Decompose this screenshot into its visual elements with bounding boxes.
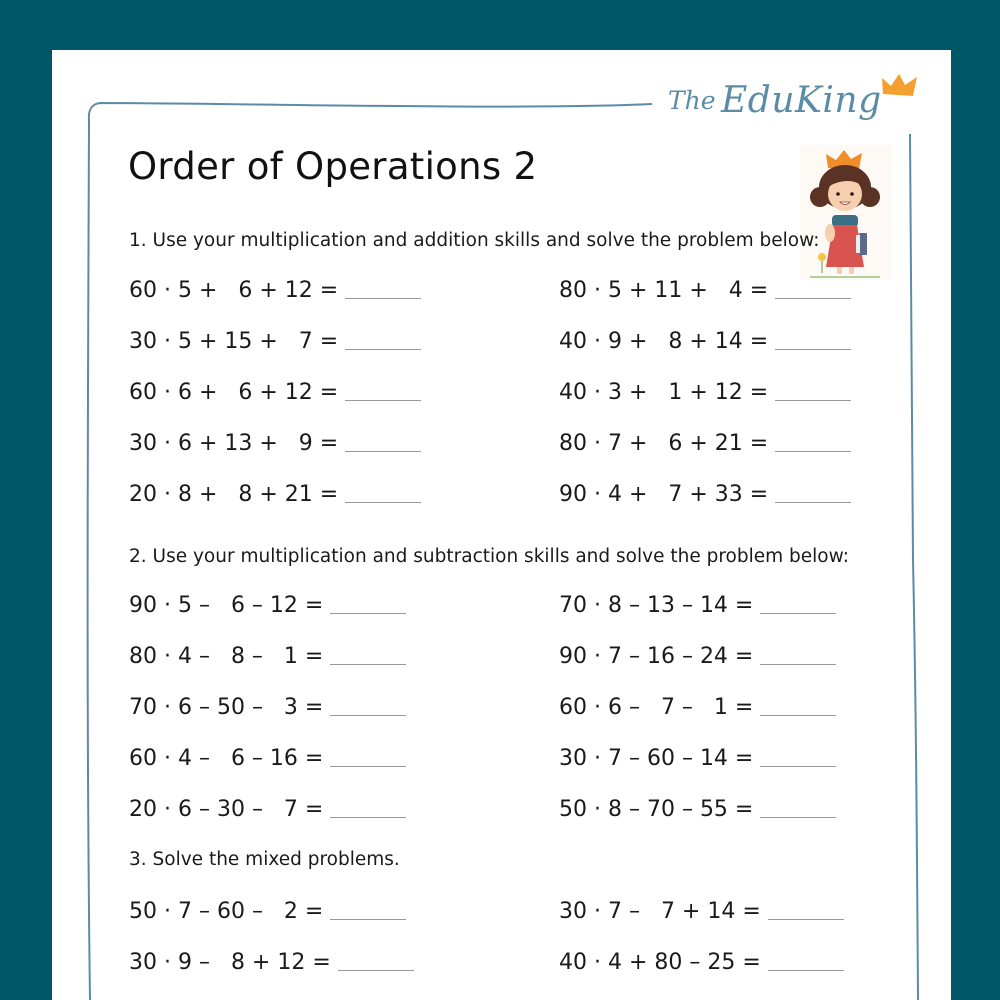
answer-blank[interactable] <box>330 816 406 818</box>
problem-2-right-3: 60 · 6 – 7 – 1 = <box>559 695 836 720</box>
answer-blank[interactable] <box>345 501 421 503</box>
logo-prefix: The <box>668 86 716 115</box>
girl-with-crown-icon <box>800 145 892 280</box>
problem-1-right-4: 80 · 7 + 6 + 21 = <box>559 431 851 456</box>
answer-blank[interactable] <box>330 612 406 614</box>
answer-blank[interactable] <box>330 765 406 767</box>
problem-1-left-4: 30 · 6 + 13 + 9 = <box>129 431 421 456</box>
section-2-instruction: 2. Use your multiplication and subtraction skills and solve the problem below: <box>129 546 849 567</box>
answer-blank[interactable] <box>330 714 406 716</box>
problem-2-left-4: 60 · 4 – 6 – 16 = <box>129 746 406 771</box>
eduking-logo <box>668 78 928 138</box>
answer-blank[interactable] <box>775 501 851 503</box>
girl-illustration <box>800 145 892 280</box>
problem-1-left-1: 60 · 5 + 6 + 12 = <box>129 278 421 303</box>
problem-3-right-2: 40 · 4 + 80 – 25 = <box>559 950 844 975</box>
problem-2-right-4: 30 · 7 – 60 – 14 = <box>559 746 836 771</box>
crown-icon <box>880 72 920 102</box>
answer-blank[interactable] <box>775 297 851 299</box>
problem-2-right-1: 70 · 8 – 13 – 14 = <box>559 593 836 618</box>
answer-blank[interactable] <box>768 969 844 971</box>
page-title: Order of Operations 2 <box>128 145 538 188</box>
answer-blank[interactable] <box>775 399 851 401</box>
answer-blank[interactable] <box>760 765 836 767</box>
section-3-instruction: 3. Solve the mixed problems. <box>129 849 400 870</box>
problem-1-right-1: 80 · 5 + 11 + 4 = <box>559 278 851 303</box>
answer-blank[interactable] <box>345 348 421 350</box>
answer-blank[interactable] <box>768 918 844 920</box>
answer-blank[interactable] <box>330 918 406 920</box>
problem-2-right-5: 50 · 8 – 70 – 55 = <box>559 797 836 822</box>
answer-blank[interactable] <box>330 663 406 665</box>
problem-1-left-3: 60 · 6 + 6 + 12 = <box>129 380 421 405</box>
answer-blank[interactable] <box>760 612 836 614</box>
problem-1-right-2: 40 · 9 + 8 + 14 = <box>559 329 851 354</box>
logo-name: EduKing <box>721 80 882 121</box>
problem-1-right-5: 90 · 4 + 7 + 33 = <box>559 482 851 507</box>
problem-3-right-1: 30 · 7 – 7 + 14 = <box>559 899 844 924</box>
answer-blank[interactable] <box>760 663 836 665</box>
problem-3-left-1: 50 · 7 – 60 – 2 = <box>129 899 406 924</box>
problem-2-left-5: 20 · 6 – 30 – 7 = <box>129 797 406 822</box>
answer-blank[interactable] <box>338 969 414 971</box>
problem-1-left-5: 20 · 8 + 8 + 21 = <box>129 482 421 507</box>
answer-blank[interactable] <box>345 450 421 452</box>
section-1-instruction: 1. Use your multiplication and addition skills and solve the problem below: <box>129 230 820 251</box>
problem-2-left-1: 90 · 5 – 6 – 12 = <box>129 593 406 618</box>
answer-blank[interactable] <box>345 297 421 299</box>
problem-1-right-3: 40 · 3 + 1 + 12 = <box>559 380 851 405</box>
problem-1-left-2: 30 · 5 + 15 + 7 = <box>129 329 421 354</box>
problem-2-right-2: 90 · 7 – 16 – 24 = <box>559 644 836 669</box>
answer-blank[interactable] <box>775 450 851 452</box>
answer-blank[interactable] <box>345 399 421 401</box>
problem-2-left-2: 80 · 4 – 8 – 1 = <box>129 644 406 669</box>
problem-2-left-3: 70 · 6 – 50 – 3 = <box>129 695 406 720</box>
answer-blank[interactable] <box>760 714 836 716</box>
answer-blank[interactable] <box>775 348 851 350</box>
answer-blank[interactable] <box>760 816 836 818</box>
problem-3-left-2: 30 · 9 – 8 + 12 = <box>129 950 414 975</box>
